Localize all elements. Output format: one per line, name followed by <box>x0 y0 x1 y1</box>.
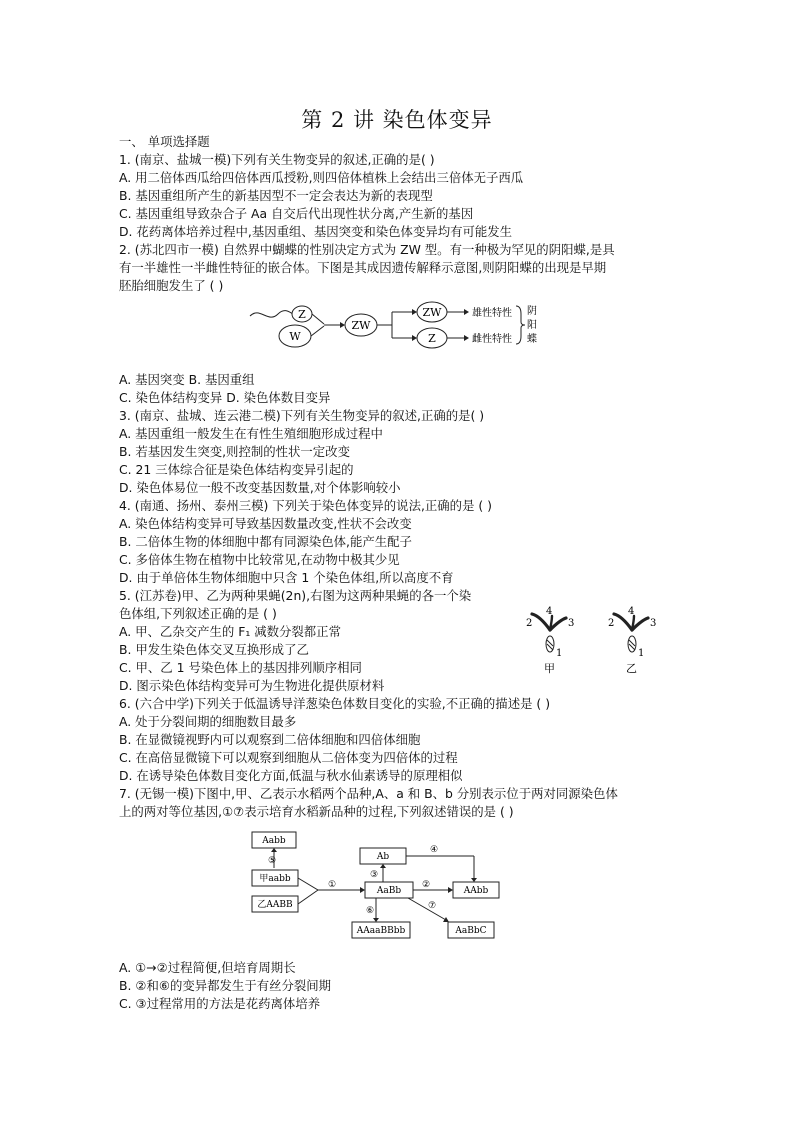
female-trait-label: 雌性特性 <box>472 334 512 345</box>
q5-option-c: C. 甲、乙 1 号染色体上的基因排列顺序相同 <box>119 660 362 675</box>
arrow-z <box>312 314 324 324</box>
svg-text:⑦: ⑦ <box>428 901 437 911</box>
q3-option-c: C. 21 三体综合征是染色体结构变异引起的 <box>119 462 354 477</box>
brace <box>516 306 525 344</box>
q1-option-a: A. 用二倍体西瓜给四倍体西瓜授粉,则四倍体植株上会结出三倍体无子西瓜 <box>119 170 524 185</box>
q5-stem-line2: 色体组,下列叙述正确的是 ( ) <box>119 606 277 621</box>
cell-z-label: Z <box>428 332 436 345</box>
svg-text:⑤: ⑤ <box>268 856 277 866</box>
box-aabbc: AaBbC <box>455 926 487 936</box>
q3-stem: 3. (南京、盐城、连云港二模)下列有关生物变异的叙述,正确的是( ) <box>119 408 485 423</box>
q7-option-b: B. ②和⑥的变异都发生于有丝分裂间期 <box>119 978 332 993</box>
gynandromorph-diagram <box>248 300 548 350</box>
q4-stem: 4. (南通、扬州、泰州三模) 下列关于染色体变异的说法,正确的是 ( ) <box>119 498 493 513</box>
svg-text:②: ② <box>422 880 431 890</box>
svg-text:2: 2 <box>608 618 615 629</box>
z-label: Z <box>298 308 306 321</box>
q2-stem-line1: 2. (苏北四市一模) 自然界中蝴蝶的性别决定方式为 ZW 型。有一种极为罕见的阴阳蝶,是具 <box>119 242 615 257</box>
q1-option-d: D. 花药离体培养过程中,基因重组、基因突变和染色体变异均有可能发生 <box>119 224 513 239</box>
brace-label-1: 阴 <box>527 306 537 317</box>
q5-stem-line1: 5. (江苏卷)甲、乙为两种果蝇(2n),右图为这两种果蝇的各一个染 <box>119 588 472 603</box>
q7-option-c: C. ③过程常用的方法是花药离体培养 <box>119 996 321 1011</box>
box-ab: Ab <box>376 852 390 862</box>
label-yi: 乙 <box>626 662 637 675</box>
svg-text:⑥: ⑥ <box>366 906 375 916</box>
svg-text:③: ③ <box>370 870 379 880</box>
svg-text:①: ① <box>328 880 337 890</box>
q5-option-d: D. 图示染色体结构变异可为生物进化提供原材料 <box>119 678 385 693</box>
svg-text:4: 4 <box>546 606 553 617</box>
svg-text:2: 2 <box>526 618 533 629</box>
q4-option-a: A. 染色体结构变异可导致基因数量改变,性状不会改变 <box>119 516 412 531</box>
q3-option-b: B. 若基因发生突变,则控制的性状一定改变 <box>119 444 350 459</box>
q6-option-c: C. 在高倍显微镜下可以观察到细胞从二倍体变为四倍体的过程 <box>119 750 458 765</box>
male-trait-label: 雄性特性 <box>472 308 512 319</box>
svg-text:4: 4 <box>628 606 635 617</box>
arrow-w <box>311 326 324 336</box>
box-aabb-mid: AaBb <box>376 886 402 896</box>
q6-option-a: A. 处于分裂间期的细胞数目最多 <box>119 714 297 729</box>
chromosome-set-yi <box>608 606 656 675</box>
zygote-label: ZW <box>351 319 371 332</box>
label-jia: 甲 <box>544 662 555 675</box>
q7-stem-line2: 上的两对等位基因,①⑦表示培育水稻新品种的过程,下列叙述错误的是 ( ) <box>119 804 514 819</box>
q1-option-b: B. 基因重组所产生的新基因型不一定会表达为新的表现型 <box>119 188 433 203</box>
svg-text:1: 1 <box>556 648 563 659</box>
q4-option-c: C. 多倍体生物在植物中比较常见,在动物中极其少见 <box>119 552 400 567</box>
box-aabb-right: AAbb <box>463 886 489 896</box>
q2-stem-line3: 胚胎细胞发生了 ( ) <box>119 278 224 293</box>
q6-stem: 6. (六合中学)下列关于低温诱导洋葱染色体数目变化的实验,不正确的描述是 ( ) <box>119 696 551 711</box>
q2-options-ab: A. 基因突变 B. 基因重组 <box>119 372 255 387</box>
svg-text:3: 3 <box>568 618 575 629</box>
box-yi: 乙AABB <box>257 900 293 910</box>
q7-stem-line1: 7. (无锡一模)下图中,甲、乙表示水稻两个品种,A、a 和 B、b 分别表示位于两对同源染色体 <box>119 786 618 801</box>
q5-option-b: B. 甲发生染色体交叉互换形成了乙 <box>119 642 309 657</box>
q1-stem: 1. (南京、盐城一模)下列有关生物变异的叙述,正确的是( ) <box>119 152 435 167</box>
svg-text:3: 3 <box>650 618 657 629</box>
q6-option-d: D. 在诱导染色体数目变化方面,低温与秋水仙素诱导的原理相似 <box>119 768 463 783</box>
q7-option-a: A. ①→②过程简便,但培育周期长 <box>119 960 296 975</box>
chromosome-set-figure <box>520 602 670 676</box>
svg-text:1: 1 <box>638 648 645 659</box>
q6-option-b: B. 在显微镜视野内可以观察到二倍体细胞和四倍体细胞 <box>119 732 421 747</box>
q4-option-d: D. 由于单倍体生物体细胞中只含 1 个染色体组,所以高度不育 <box>119 570 454 585</box>
q2-options-cd: C. 染色体结构变异 D. 染色体数目变异 <box>119 390 331 405</box>
q3-option-a: A. 基因重组一般发生在有性生殖细胞形成过程中 <box>119 426 383 441</box>
chromosome-set-jia <box>526 606 574 675</box>
brace-label-3: 蝶 <box>527 334 537 345</box>
cell-zw-label: ZW <box>422 306 442 319</box>
breeding-flowchart <box>248 828 508 946</box>
q4-option-b: B. 二倍体生物的体细胞中都有同源染色体,能产生配子 <box>119 534 412 549</box>
section-heading: 一、 单项选择题 <box>119 134 210 149</box>
q1-option-c: C. 基因重组导致杂合子 Aa 自交后代出现性状分离,产生新的基因 <box>119 206 474 221</box>
q5-option-a: A. 甲、乙杂交产生的 F₁ 减数分裂都正常 <box>119 624 341 639</box>
brace-label-2: 阳 <box>527 320 537 331</box>
box-jia: 甲aabb <box>259 874 291 884</box>
box-aaaabbbb: AAaaBBbb <box>356 926 406 936</box>
page-title: 第 2 讲 染色体变异 <box>301 108 493 132</box>
w-label: W <box>289 330 301 343</box>
svg-text:④: ④ <box>430 845 439 855</box>
q2-stem-line2: 有一半雄性一半雌性特征的嵌合体。下图是其成因遗传解释示意图,则阴阳蝶的出现是早期 <box>119 260 607 275</box>
q3-option-d: D. 染色体易位一般不改变基因数量,对个体影响较小 <box>119 480 401 495</box>
box-aabb-top: Aabb <box>262 836 286 846</box>
